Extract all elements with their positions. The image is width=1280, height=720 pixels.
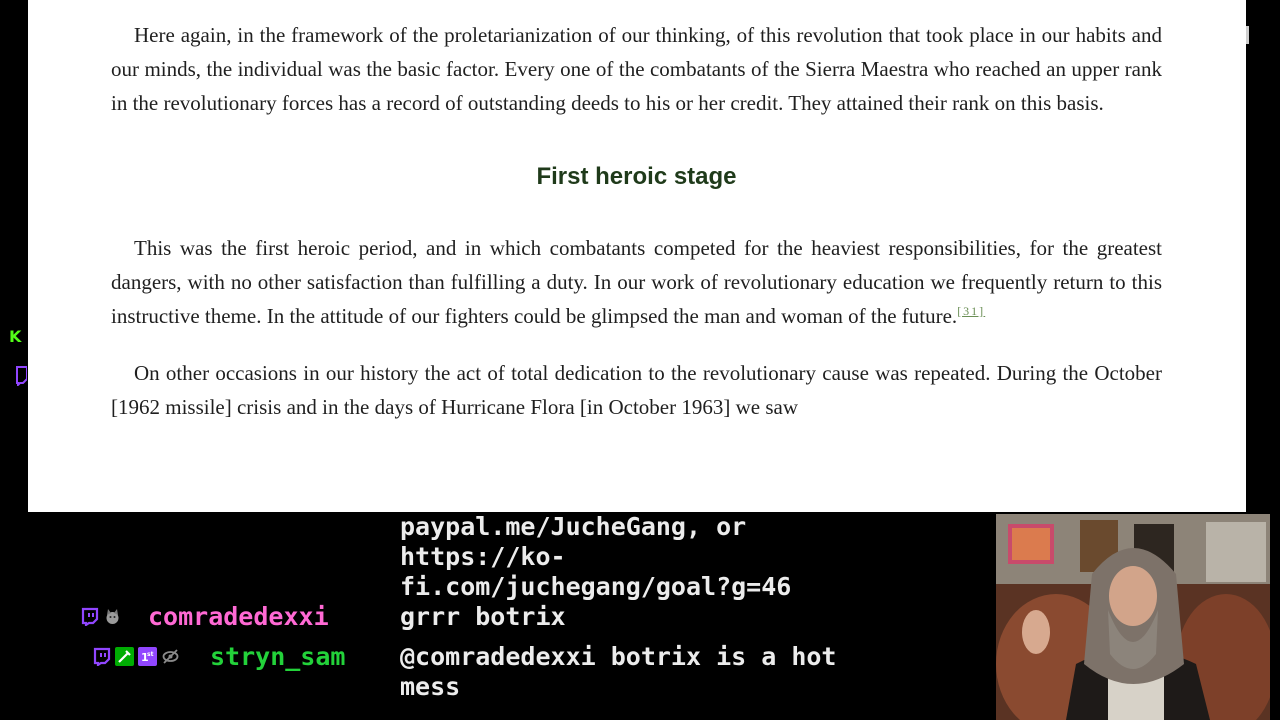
first-sub-icon bbox=[138, 647, 157, 666]
kick-icon: K bbox=[9, 327, 22, 346]
twitch-icon bbox=[80, 607, 99, 626]
webcam-image bbox=[996, 514, 1270, 720]
chat-continued-line: fi.com/juchegang/goal?g=46 bbox=[400, 572, 792, 601]
chat-username[interactable]: stryn_sam bbox=[210, 642, 346, 671]
twitch-icon bbox=[15, 366, 27, 386]
chat-continued-line: https://ko- bbox=[400, 542, 566, 571]
chat-badges bbox=[92, 647, 180, 666]
document-content bbox=[111, 18, 1162, 424]
paragraph-1: Here again, in the framework of the proletarianization of our thinking, of this revolution that took place in our habits and our minds, the individual was the basic factor. Every one of the combatants of the Sierra Maestra who reached an upper rank in the revolutionary forces has a record of outstanding deeds to his or her credit. They attained their rank on this basis. bbox=[111, 23, 1162, 115]
stream-chat bbox=[0, 512, 996, 720]
section-heading: First heroic stage bbox=[536, 163, 737, 190]
footnote-link[interactable]: [31] bbox=[957, 304, 986, 318]
scrollbar[interactable] bbox=[1246, 0, 1280, 512]
paragraph-3: On other occasions in our history the act of total dedication to the revolutionary cause was repeated. During the October [1962 missile] crisis and in the days of Hurricane Flora [in October 1963] we saw bbox=[111, 361, 1162, 419]
sword-icon bbox=[115, 647, 134, 666]
chat-message: @comradedexxi botrix is a hot bbox=[400, 642, 837, 671]
cat-avatar-icon bbox=[103, 607, 122, 626]
scrollbar-thumb[interactable] bbox=[1246, 26, 1249, 44]
chat-badges bbox=[80, 607, 122, 626]
svg-text:st: st bbox=[147, 651, 154, 658]
hidden-eye-icon bbox=[161, 647, 180, 666]
svg-text:1: 1 bbox=[141, 651, 149, 664]
document-page bbox=[28, 0, 1246, 512]
chat-message: grrr botrix bbox=[400, 602, 566, 631]
chat-continued-line: paypal.me/JucheGang, or bbox=[400, 512, 747, 541]
twitch-icon bbox=[92, 647, 111, 666]
webcam-feed bbox=[996, 514, 1270, 720]
paragraph-2 bbox=[111, 231, 1162, 333]
chat-message: mess bbox=[400, 672, 461, 701]
chat-username[interactable]: comradedexxi bbox=[148, 602, 329, 631]
paragraph-2-text: This was the first heroic period, and in which combatants competed for the heaviest responsibilities, for the greatest dangers, with no other satisfaction than fulfilling a duty. In our work of revolutionary education we frequently return to this instructive theme. In the attitude of our fighters could be glimpsed the man and woman of the future. bbox=[111, 236, 1162, 328]
